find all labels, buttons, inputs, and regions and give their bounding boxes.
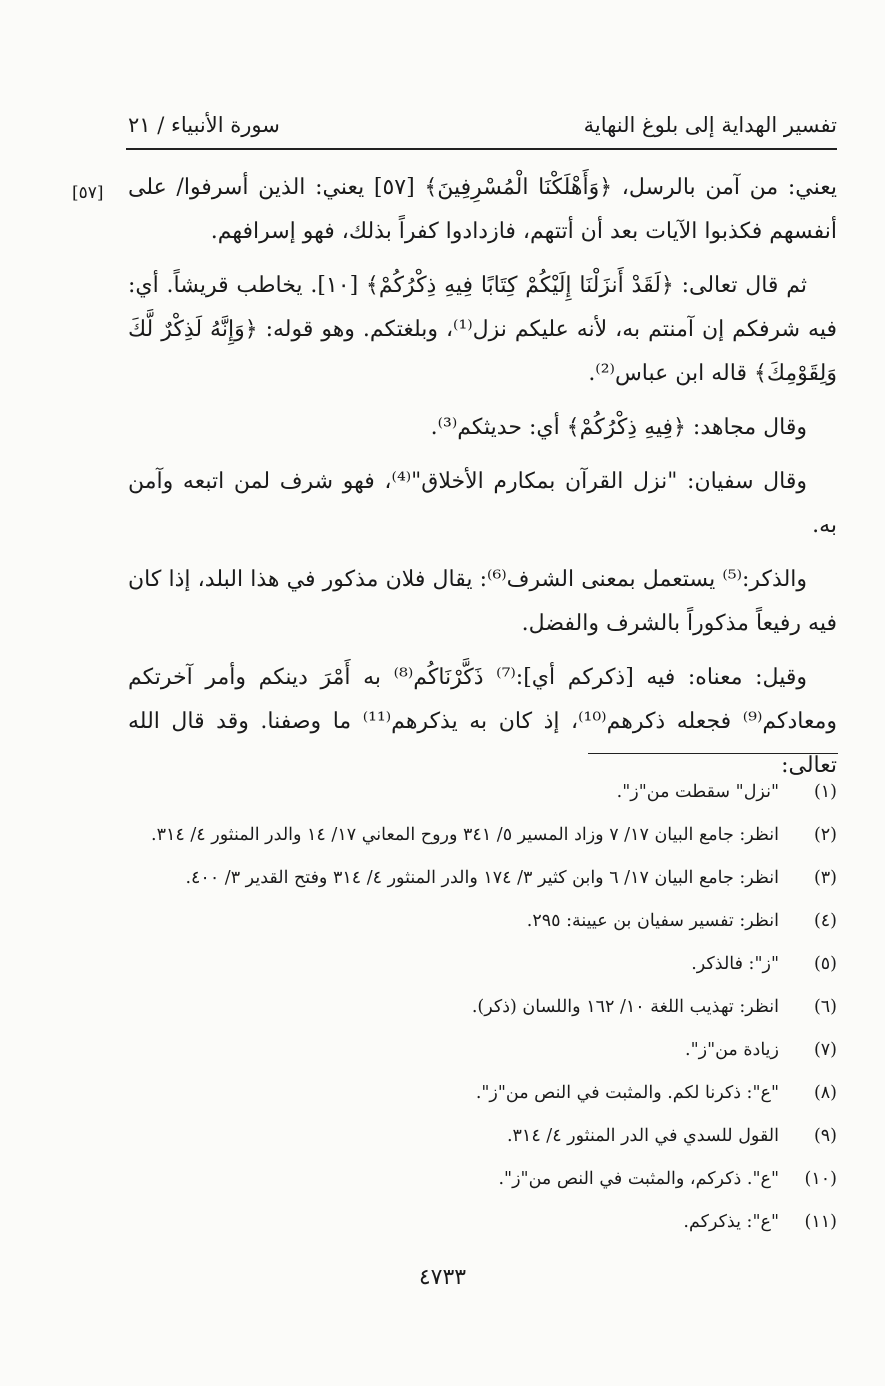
footnote-number: (٣) bbox=[813, 868, 837, 888]
footnote bbox=[120, 1116, 837, 1159]
footnote-number: (٥) bbox=[813, 954, 837, 974]
footnote-text: انظر: جامع البيان ١٧/ ٧ وزاد المسير ٥/ ٣٤١ وروح المعاني ١٧/ ١٤ والدر المنثور ٤/ ٣١٤. bbox=[151, 825, 779, 845]
footnote bbox=[120, 858, 837, 901]
running-header-surah: سورة الأنبياء / ٢١ bbox=[128, 113, 280, 137]
footnote-text: زيادة من"ز". bbox=[685, 1040, 779, 1060]
footnote-text: "ع": يذكركم. bbox=[683, 1212, 779, 1232]
footnote-number: (٩) bbox=[813, 1126, 837, 1146]
footnote-text: انظر: تهذيب اللغة ١٠/ ١٦٢ واللسان (ذكر). bbox=[471, 997, 779, 1017]
footnote-text: القول للسدي في الدر المنثور ٤/ ٣١٤. bbox=[506, 1126, 779, 1146]
footnote-separator bbox=[588, 753, 838, 754]
footnote-text: "ع": ذكرنا لكم. والمثبت في النص من"ز". bbox=[475, 1083, 779, 1103]
footnote bbox=[120, 815, 837, 858]
footnote-text: "ز": فالذكر. bbox=[691, 954, 779, 974]
footnote bbox=[120, 1030, 837, 1073]
footnote-text: "نزل" سقطت من"ز". bbox=[616, 782, 779, 802]
footnote bbox=[120, 772, 837, 815]
paragraph: والذكر:⁽⁵⁾ يستعمل بمعنى الشرف⁽⁶⁾: يقال فلان مذكور في هذا البلد، إذا كان فيه رفيعاً مذكوراً بالشرف والفضل. bbox=[128, 567, 837, 636]
paragraph: وقال سفيان: "نزل القرآن بمكارم الأخلاق"⁽⁴⁾، فهو شرف لمن اتبعه وآمن به. bbox=[128, 469, 837, 538]
paragraph: وقيل: معناه: فيه [ذكركم أي]:⁽⁷⁾ ذَكَّرْنَاكُم⁽⁸⁾ به أَمْرَ دينكم وأمر آخرتكم ومعادكم⁽⁹⁾ فجعله ذكرهم⁽¹⁰⁾، إذ كان به يذكرهم⁽¹¹⁾ ما وصفنا. وقد قال الله تعالى: bbox=[128, 665, 837, 778]
footnote-number: (٤) bbox=[813, 911, 837, 931]
paragraph: ثم قال تعالى: ﴿لَقَدْ أَنزَلْنَا إِلَيْكُمْ كِتَابًا فِيهِ ذِكْرُكُمْ﴾ [١٠]. يخاطب قريشاً. أي: فيه شرفكم إن آمنتم به، لأنه عليكم نزل⁽¹⁾، وبلغتكم. وهو قوله: ﴿وَإِنَّهُ لَذِكْرٌ لَّكَ وَلِقَوْمِكَ﴾ قاله ابن عباس⁽²⁾. bbox=[128, 273, 837, 386]
footnote bbox=[120, 1073, 837, 1116]
footnote bbox=[120, 944, 837, 987]
footnote bbox=[120, 1202, 837, 1245]
footnote bbox=[120, 987, 837, 1030]
footnote-number: (١١) bbox=[804, 1212, 837, 1232]
footnote bbox=[120, 901, 837, 944]
footnote-number: (٨) bbox=[813, 1083, 837, 1103]
footnote-text: انظر: جامع البيان ١٧/ ٦ وابن كثير ٣/ ١٧٤ والدر المنثور ٤/ ٣١٤ وفتح القدير ٣/ ٤٠٠. bbox=[185, 868, 779, 888]
footnote-text: انظر: تفسير سفيان بن عيينة: ٢٩٥. bbox=[526, 911, 779, 931]
running-header-book-title: تفسير الهداية إلى بلوغ النهاية bbox=[583, 113, 837, 137]
footnote-text: "ع". ذكركم، والمثبت في النص من"ز". bbox=[498, 1169, 779, 1189]
main-text bbox=[128, 166, 837, 798]
footnote-number: (٦) bbox=[813, 997, 837, 1017]
paragraph: وقال مجاهد: ﴿فِيهِ ذِكْرُكُمْ﴾ أي: حديثكم⁽³⁾. bbox=[430, 415, 807, 440]
footnote-number: (٧) bbox=[813, 1040, 837, 1060]
footnote bbox=[120, 1159, 837, 1202]
footnote-number: (١٠) bbox=[804, 1169, 837, 1189]
paragraph: يعني: من آمن بالرسل، ﴿وَأَهْلَكْنَا الْمُسْرِفِينَ﴾ [٥٧] يعني: الذين أسرفوا/ على أنفسهم فكذبوا الآيات بعد أن أتتهم، فازدادوا كفراً بذلك، فهو إسرافهم. bbox=[128, 175, 837, 244]
header-rule bbox=[126, 148, 837, 150]
marginal-reference: [٥٧] bbox=[72, 183, 104, 203]
footnote-number: (٢) bbox=[813, 825, 837, 845]
page-number: ٤٧٣٣ bbox=[418, 1265, 467, 1290]
footnotes-list bbox=[120, 772, 837, 1245]
footnote-number: (١) bbox=[813, 782, 837, 802]
